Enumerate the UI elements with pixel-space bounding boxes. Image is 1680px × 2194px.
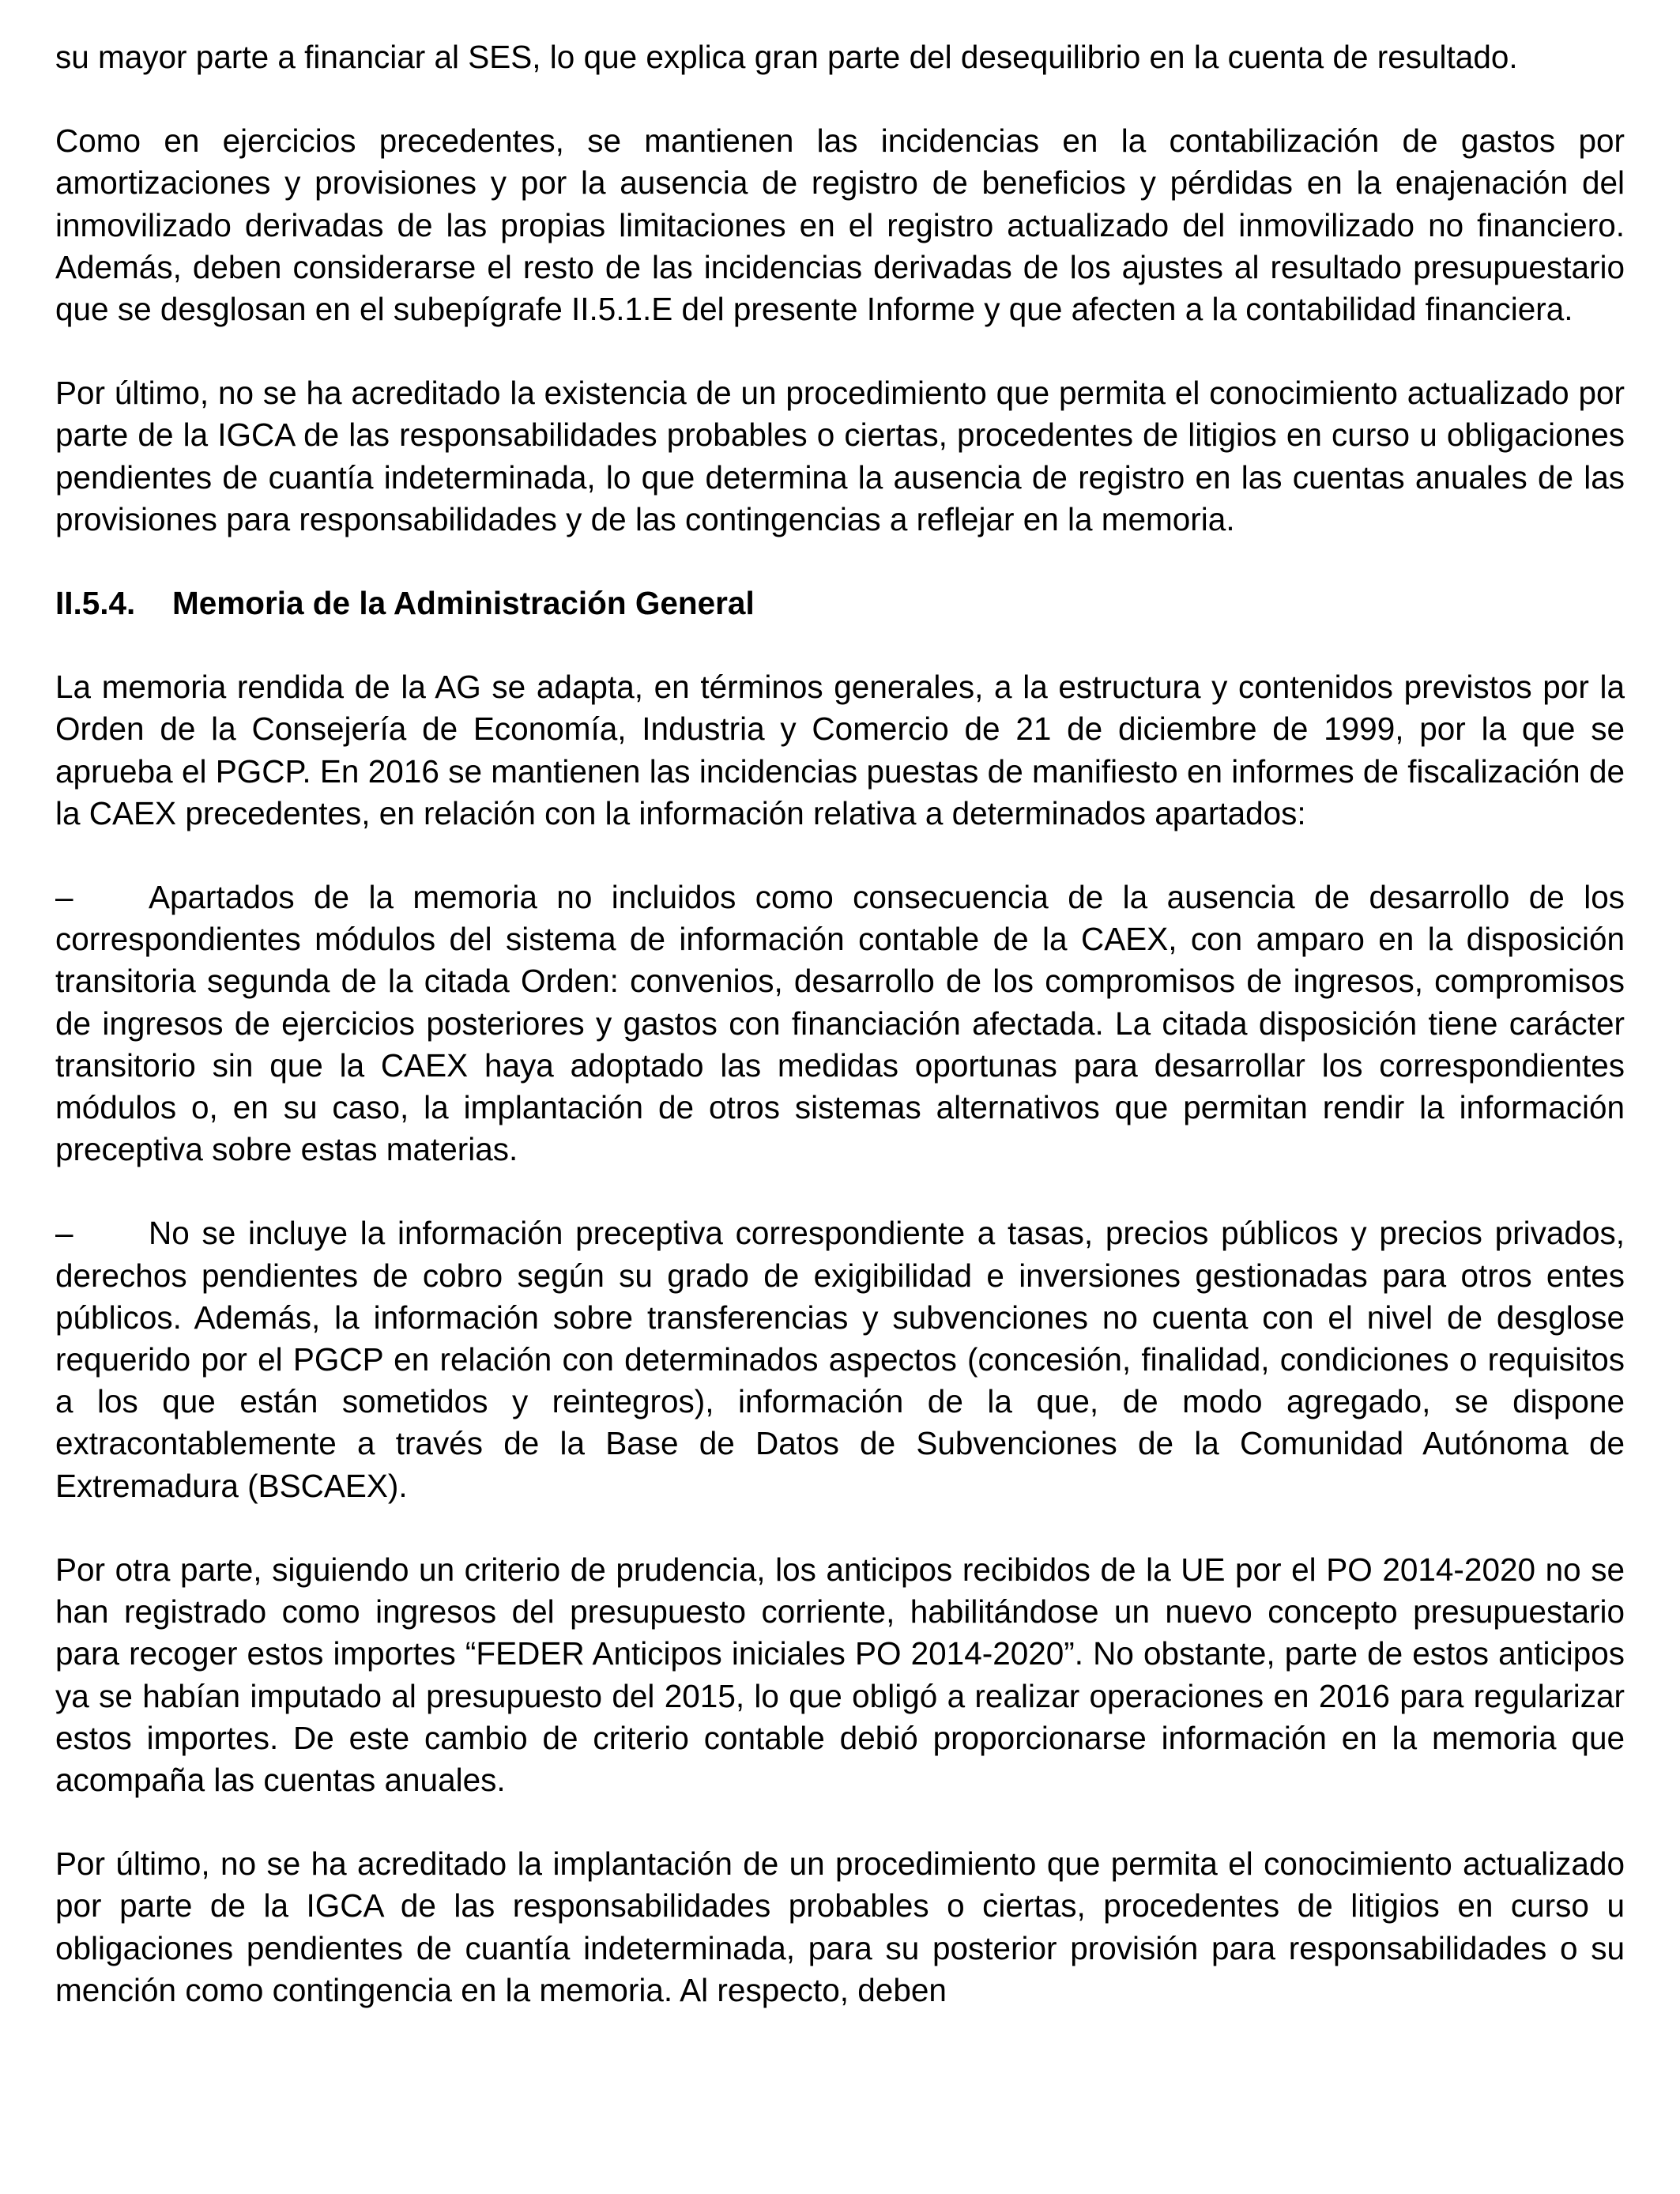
document-page: [55, 36, 1625, 2053]
paragraph-anticipos: Por otra parte, siguiendo un criterio de prudencia, los anticipos recibidos de la UE por el PO 2014-2020 no se han registrado como ingresos del presupuesto corriente, habilitándose un nuevo concepto presupuestario para recoger estos importes “FEDER Anticipos iniciales PO 2014-2020”. No obstante, parte de estos anticipos ya se habían imputado al presupuesto del 2015, lo que obligó a realizar operaciones en 2016 para regularizar estos importes. De este cambio de criterio contable debió proporcionarse información en la memoria que acompaña las cuentas anuales.: [55, 1551, 1625, 1798]
paragraph-procedimiento: Por último, no se ha acreditado la implantación de un procedimiento que permita el conocimiento actualizado por parte de la IGCA de las responsabilidades probables o ciertas, procedentes de litigios en curso u obligaciones pendientes de cuantía indeterminada, para su posterior provisión para responsabilidades o su mención como contingencia en la memoria. Al respecto, deben: [55, 1845, 1625, 2008]
list-item: [55, 1212, 1625, 1506]
section-heading: [55, 582, 1625, 624]
list-item-text: No se incluye la información preceptiva correspondiente a tasas, precios públicos y precios privados, derechos pendientes de cobro según su grado de exigibilidad e inversiones gestionadas para otros entes públicos. Además, la información sobre transferencias y subvenciones no cuenta con el nivel de desglose requerido por el PGCP en relación con determinados aspectos (concesión, finalidad, condiciones o requisitos a los que están sometidos y reintegros), información de la que, de modo agregado, se dispone extracontablemente a través de la Base de Datos de Subvenciones de la Comunidad Autónoma de Extremadura (BSCAEX).: [55, 1215, 1625, 1504]
dash-marker: –: [55, 879, 73, 916]
paragraph-amortizaciones: Como en ejercicios precedentes, se mantienen las incidencias en la contabilización de gastos por amortizaciones y provisiones y por la ausencia de registro de beneficios y pérdidas en la enajenación del inmovilizado derivadas de las propias limitaciones en el registro actualizado del inmovilizado no financiero. Además, deben considerarse el resto de las incidencias derivadas de los ajustes al resultado presupuestario que se desglosan en el subepígrafe II.5.1.E del presente Informe y que afecten a la contabilidad financiera.: [55, 123, 1625, 328]
section-number: II.5.4.: [55, 585, 136, 622]
section-title: Memoria de la Administración General: [172, 585, 755, 622]
dash-marker: –: [55, 1215, 73, 1252]
paragraph-continuation: su mayor parte a financiar al SES, lo que explica gran parte del desequilibrio en la cuenta de resultado.: [55, 39, 1518, 75]
paragraph-memoria-intro: La memoria rendida de la AG se adapta, en términos generales, a la estructura y contenidos previstos por la Orden de la Consejería de Economía, Industria y Comercio de 21 de diciembre de 1999, por la que se aprueba el PGCP. En 2016 se mantienen las incidencias puestas de manifiesto en informes de fiscalización de la CAEX precedentes, en relación con la información relativa a determinados apartados:: [55, 669, 1625, 831]
list-item-text: Apartados de la memoria no incluidos como consecuencia de la ausencia de desarrollo de los correspondientes módulos del sistema de información contable de la CAEX, con amparo en la disposición transitoria segunda de la citada Orden: convenios, desarrollo de los compromisos de ingresos, compromisos de ingresos de ejercicios posteriores y gastos con financiación afectada. La citada disposición tiene carácter transitorio sin que la CAEX haya adoptado las medidas oportunas para desarrollar los correspondientes módulos o, en su caso, la implantación de otros sistemas alternativos que permitan rendir la información preceptiva sobre estas materias.: [55, 879, 1625, 1168]
paragraph-responsabilidades: Por último, no se ha acreditado la existencia de un procedimiento que permita el conocimiento actualizado por parte de la IGCA de las responsabilidades probables o ciertas, procedentes de litigios en curso u obligaciones pendientes de cuantía indeterminada, lo que determina la ausencia de registro en las cuentas anuales de las provisiones para responsabilidades y de las contingencias a reflejar en la memoria.: [55, 375, 1625, 537]
list-item: [55, 876, 1625, 1171]
